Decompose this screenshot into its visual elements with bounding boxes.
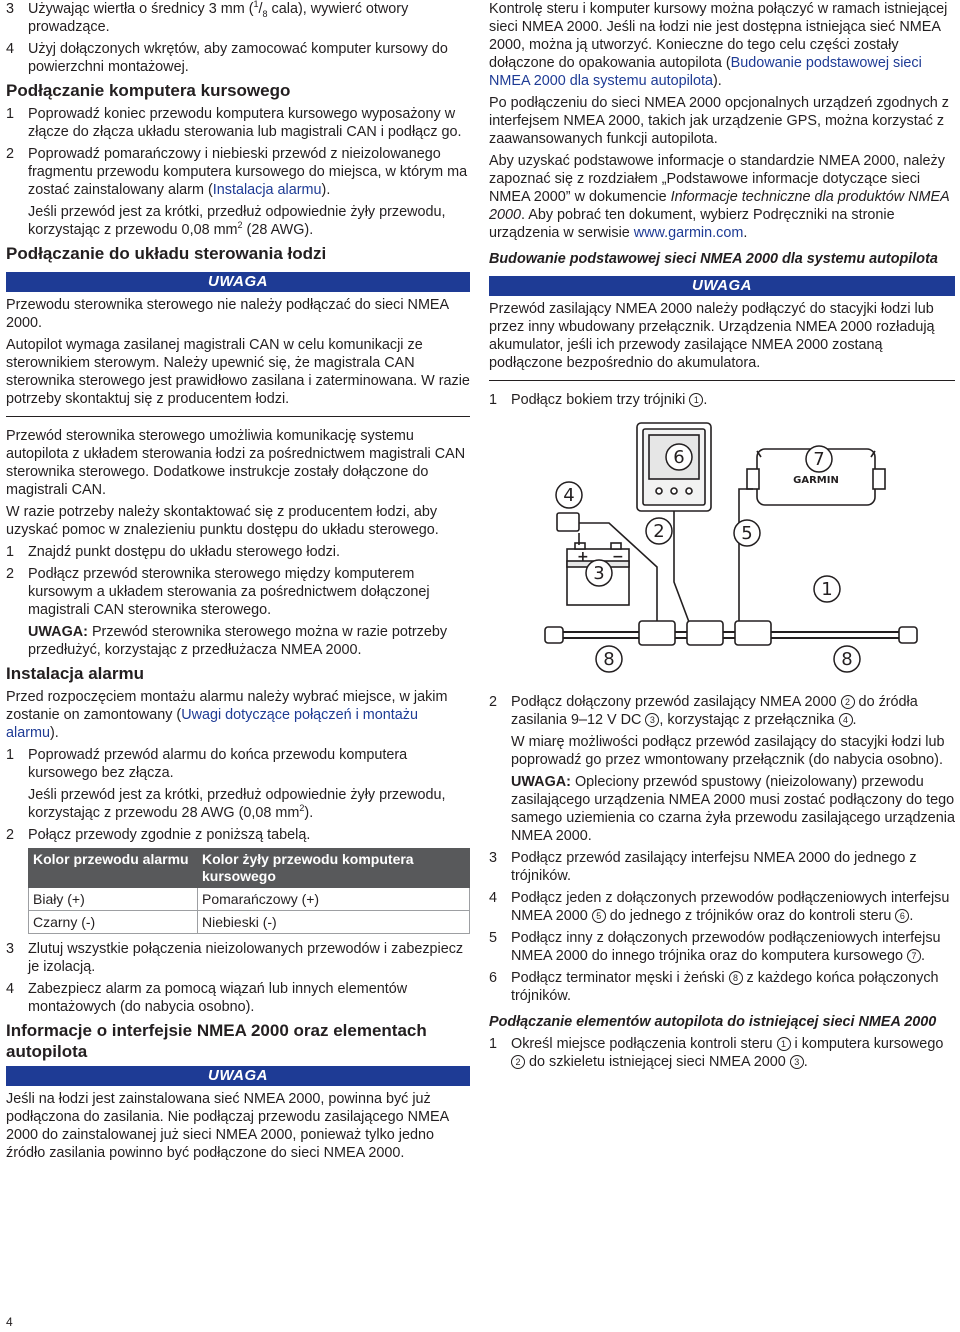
tee-connector <box>639 621 675 645</box>
subsection-heading-existing-network: Podłączanie elementów autopilota do istniejącej sieci NMEA 2000 <box>489 1014 937 1030</box>
terminator-right <box>899 627 917 643</box>
step-number: 5 <box>489 930 498 946</box>
callout-label-8-right: 8 <box>841 649 853 670</box>
network-step-1: 1 Podłącz bokiem trzy trójniki 1 . <box>489 392 708 408</box>
network-step-2: 2 Podłącz dołączony przewód zasilający NMEA 2000 2 do źródła zasilania 9–12 V DC 3 , korzystając z przełącznika 4 . <box>489 694 918 728</box>
notice-label: UWAGA <box>489 276 955 296</box>
table-cell: Biały (+) <box>29 888 198 911</box>
paragraph: Po podłączeniu do sieci NMEA 2000 opcjonalnych urządzeń zgodnych z interfejsem NMEA 2000, takich jak urządzenie GPS, można korzystać z zaawansowanych funkcji autopilota. <box>489 95 949 147</box>
table-row <box>29 911 470 934</box>
callout-1: 1 <box>689 393 703 407</box>
callout-3: 3 <box>645 713 659 727</box>
callout-label-8-left: 8 <box>603 649 615 670</box>
paragraph: Kontrolę steru i komputer kursowy można połączyć w ramach istniejącej sieci NMEA 2000. Jeśli na łodzi nie jest dostępna istniejąca sieć NMEA 2000, można ją utworzyć. Konieczne do tego celu części zostały dołączone do opakowania autopilota (Budowanie podstawowej sieci NMEA 2000 dla systemu autopilota). <box>489 1 948 89</box>
link-alarm-installation[interactable]: Instalacja alarmu <box>212 182 322 198</box>
subsection-heading-basic-network: Budowanie podstawowej sieci NMEA 2000 dla systemu autopilota <box>489 251 938 267</box>
link-garmin-website[interactable]: www.garmin.com <box>633 225 744 241</box>
table-cell: Niebieski (-) <box>198 911 470 934</box>
steering-step-2-note: UWAGA: Przewód sterownika sterowego można w razie potrzeby przedłużyć, korzystając z przedłużacza NMEA 2000. <box>28 624 448 658</box>
steering-step-1: 1 Znajdź punkt dostępu do układu sterowego łodzi. <box>6 544 340 560</box>
table-cell: Pomarańczowy (+) <box>198 888 470 911</box>
callout-label-5: 5 <box>741 523 753 544</box>
battery-minus: − <box>612 549 624 565</box>
step-number: 1 <box>6 544 15 560</box>
step-number: 4 <box>489 890 498 906</box>
network-step-3: 3 Podłącz przewód zasilający interfejsu NMEA 2000 do jednego z trójników. <box>489 850 917 884</box>
section-heading-nmea: Informacje o interfejsie NMEA 2000 oraz elementach autopilota <box>6 1021 427 1061</box>
network-step-2-note-1: W miarę możliwości podłącz przewód zasilający do stacyjki łodzi lub poprowadź go przez wmontowany przełącznik (do nabycia osobno). <box>511 734 945 768</box>
callout-label-7: 7 <box>813 449 825 470</box>
step-number: 1 <box>6 106 15 122</box>
table-header-row <box>29 849 470 888</box>
alarm-step-2: 2 Połącz przewody zgodnie z poniższą tabelą. <box>6 827 311 843</box>
alarm-step-4: 4 Zabezpiecz alarm za pomocą wiązań lub innych elementów montażowych (do nabycia osobno). <box>6 981 408 1015</box>
table-header: Kolor żyły przewodu komputera kursowego <box>198 849 470 888</box>
paragraph: Przewód sterownika sterowego umożliwia komunikację systemu autopilota z układem sterowania łodzi za pośrednictwem magistrali CAN sterownika sterowego. Dodatkowe instrukcje zostały dołączone do magistrali CAN. <box>6 428 466 498</box>
left-column <box>6 0 470 1162</box>
step-number: 2 <box>6 827 15 843</box>
section-heading-course-computer: Podłączanie komputera kursowego <box>6 81 291 100</box>
step-number: 3 <box>6 941 15 957</box>
step-number: 1 <box>6 747 15 763</box>
section-heading-steering: Podłączanie do układu sterowania łodzi <box>6 244 327 263</box>
step-number: 2 <box>6 146 15 162</box>
step-number: 2 <box>6 566 15 582</box>
network-step-2-note-2: UWAGA: Opleciony przewód spustowy (nieizolowany) przewodu zasilającego urządzenia NMEA 2000 musi zostać podłączony do tego samego uziemienia co czarna żyła przewodu zasilającego urządzenia NMEA 2000. <box>511 774 955 844</box>
callout-1: 1 <box>777 1037 791 1051</box>
table-cell: Czarny (-) <box>29 911 198 934</box>
paragraph: Aby uzyskać podstawowe informacje o standardzie NMEA 2000, należy zapoznać się z rozdziałem „Podstawowe informacje dotyczące sieci NMEA 2000” w dokumencie Informacje techniczne dla produktów NMEA 2000. Aby pobrać ten dokument, wybierz Podręczniki na stronie urządzenia w serwisie www.garmin.com. <box>489 153 950 241</box>
callout-8: 8 <box>729 971 743 985</box>
step-number: 4 <box>6 41 15 57</box>
link-basic-network[interactable]: Budowanie podstawowej sieci NMEA 2000 dla systemu autopilota <box>489 55 922 89</box>
paragraph: Przed rozpoczęciem montażu alarmu należy wybrać miejsce, w jakim zostanie on zamontowany (Uwagi dotyczące połączeń i montażu alarmu). <box>6 689 448 741</box>
paragraph: W razie potrzeby należy skontaktować się z producentem łodzi, aby uzyskać pomoc w znalezieniu punktu dostępu do układu sterowego. <box>6 504 439 538</box>
step-number: 6 <box>489 970 498 986</box>
mount-step-4: 4 Użyj dołączonych wkrętów, aby zamocować komputer kursowy do powierzchni montażowej. <box>6 41 448 75</box>
terminator-left <box>545 627 563 643</box>
notice-steering: UWAGA Przewodu sterownika sterowego nie należy podłączać do sieci NMEA 2000. Autopilot wymaga zasilanej magistrali CAN w celu komunikacji ze sterownikiem sterowym. Należy upewnić się, że magistrala CAN sterownika sterowego jest prawidłowo zasilana i zaterminowana. W razie potrzeby skontaktuj się z producentem łodzi. <box>6 268 470 417</box>
page-number: 4 <box>6 1315 13 1329</box>
brand-label: GARMIN <box>793 475 839 486</box>
diagram-svg <box>489 417 955 687</box>
callout-7: 7 <box>907 949 921 963</box>
callout-3: 3 <box>790 1055 804 1069</box>
section-heading-alarm: Instalacja alarmu <box>6 664 144 683</box>
display-cable <box>674 511 689 622</box>
tee-connector <box>687 621 723 645</box>
callout-5: 5 <box>592 909 606 923</box>
course-computer-step-2: 2 Poprowadź pomarańczowy i niebieski przewód z nieizolowanego fragmentu przewodu komputera kursowego do miejsca, w którym ma zostać zainstalowany alarm (Instalacja alarmu). <box>6 146 468 198</box>
existing-network-step-1: 1 Określ miejsce podłączenia kontroli steru 1 i komputera kursowego 2 do szkieletu istniejącej sieci NMEA 2000 3 . <box>489 1036 944 1070</box>
alarm-step-1: 1 Poprowadź przewód alarmu do końca przewodu komputera kursowego bez złącza. <box>6 747 408 781</box>
steering-step-2: 2 Podłącz przewód sterownika sterowego między komputerem kursowym a układem sterowania za pośrednictwem dołączonej magistrali CAN sterownika sterowego. <box>6 566 430 618</box>
link-alarm-notes[interactable]: Uwagi dotyczące połączeń i montażu alarmu <box>6 707 418 741</box>
switch-illustration <box>557 513 579 531</box>
callout-label-1: 1 <box>821 579 833 600</box>
step-number: 2 <box>489 694 498 710</box>
callout-6: 6 <box>895 909 909 923</box>
table-row <box>29 888 470 911</box>
course-computer-step-2-note: Jeśli przewód jest za krótki, przedłuż odpowiednie żyły przewodu, korzystając z przewodu 0,08 $mm^2$ (28 AWG). <box>28 204 446 238</box>
alarm-step-3: 3 Zlutuj wszystkie połączenia nieizolowanych przewodów i zabezpiecz je izolacją. <box>6 941 464 975</box>
notice-label: UWAGA <box>6 1066 470 1086</box>
network-step-5: 5 Podłącz inny z dołączonych przewodów podłączeniowych interfejsu NMEA 2000 do innego trójnika oraz do komputera kursowego 7 . <box>489 930 941 964</box>
course-computer-step-1: 1 Poprowadź koniec przewodu komputera kursowego wyposażony w złącze do złącza układu sterowania lub magistrali CAN i podłącz go. <box>6 106 462 140</box>
callout-label-3: 3 <box>593 563 605 584</box>
callout-2: 2 <box>841 695 855 709</box>
callout-label-2: 2 <box>653 521 665 542</box>
wire-color-table <box>28 848 470 934</box>
network-step-6: 6 Podłącz terminator męski i żeński 8 z każdego końca połączonych trójników. <box>489 970 939 1004</box>
callout-2: 2 <box>511 1055 525 1069</box>
callout-4: 4 <box>839 713 853 727</box>
computer-cable <box>739 489 753 632</box>
step-number: 3 <box>489 850 498 866</box>
notice-nmea: UWAGA Jeśli na łodzi jest zainstalowana sieć NMEA 2000, powinna być już podłączona do zasilania. Nie podłączaj przewodu zasilającego NMEA 2000 do zainstalowanej już sieci NMEA 2000, ponieważ tylko jedno źródło zasilania powinno być podłączone do sieci NMEA 2000. <box>6 1066 470 1162</box>
notice-label: UWAGA <box>6 272 470 292</box>
table-header: Kolor przewodu alarmu <box>29 849 198 888</box>
network-step-4: 4 Podłącz jeden z dołączonych przewodów podłączeniowych interfejsu NMEA 2000 5 do jednego z trójników oraz do kontroli steru 6 . <box>489 890 950 924</box>
step-number: 1 <box>489 392 498 408</box>
callout-label-6: 6 <box>673 447 685 468</box>
alarm-step-1-note: Jeśli przewód jest za krótki, przedłuż odpowiednie żyły przewodu, korzystając z przewodu 28 AWG (0,08 $mm^2$). <box>28 787 446 821</box>
callout-label-4: 4 <box>563 485 575 506</box>
nmea-network-diagram <box>489 417 955 687</box>
step-number: 3 <box>6 1 15 17</box>
notice-power: UWAGA Przewód zasilający NMEA 2000 należy podłączyć do stacyjki łodzi lub przez inny wbudowany przełącznik. Urządzenia NMEA 2000 rozładują akumulator, jeśli ich przewody zasilające NMEA 2000 zostaną podłączone bezpośrednio do akumulatora. <box>489 272 955 381</box>
battery-plus: + <box>577 549 589 565</box>
step-number: 4 <box>6 981 15 997</box>
right-column <box>489 0 955 1075</box>
tee-connector <box>735 621 771 645</box>
step-number: 1 <box>489 1036 498 1052</box>
mount-step-3: 3 Używając wiertła o średnicy 3 mm ($^1/_8$ cala), wywierć otwory prowadzące. <box>6 0 409 35</box>
